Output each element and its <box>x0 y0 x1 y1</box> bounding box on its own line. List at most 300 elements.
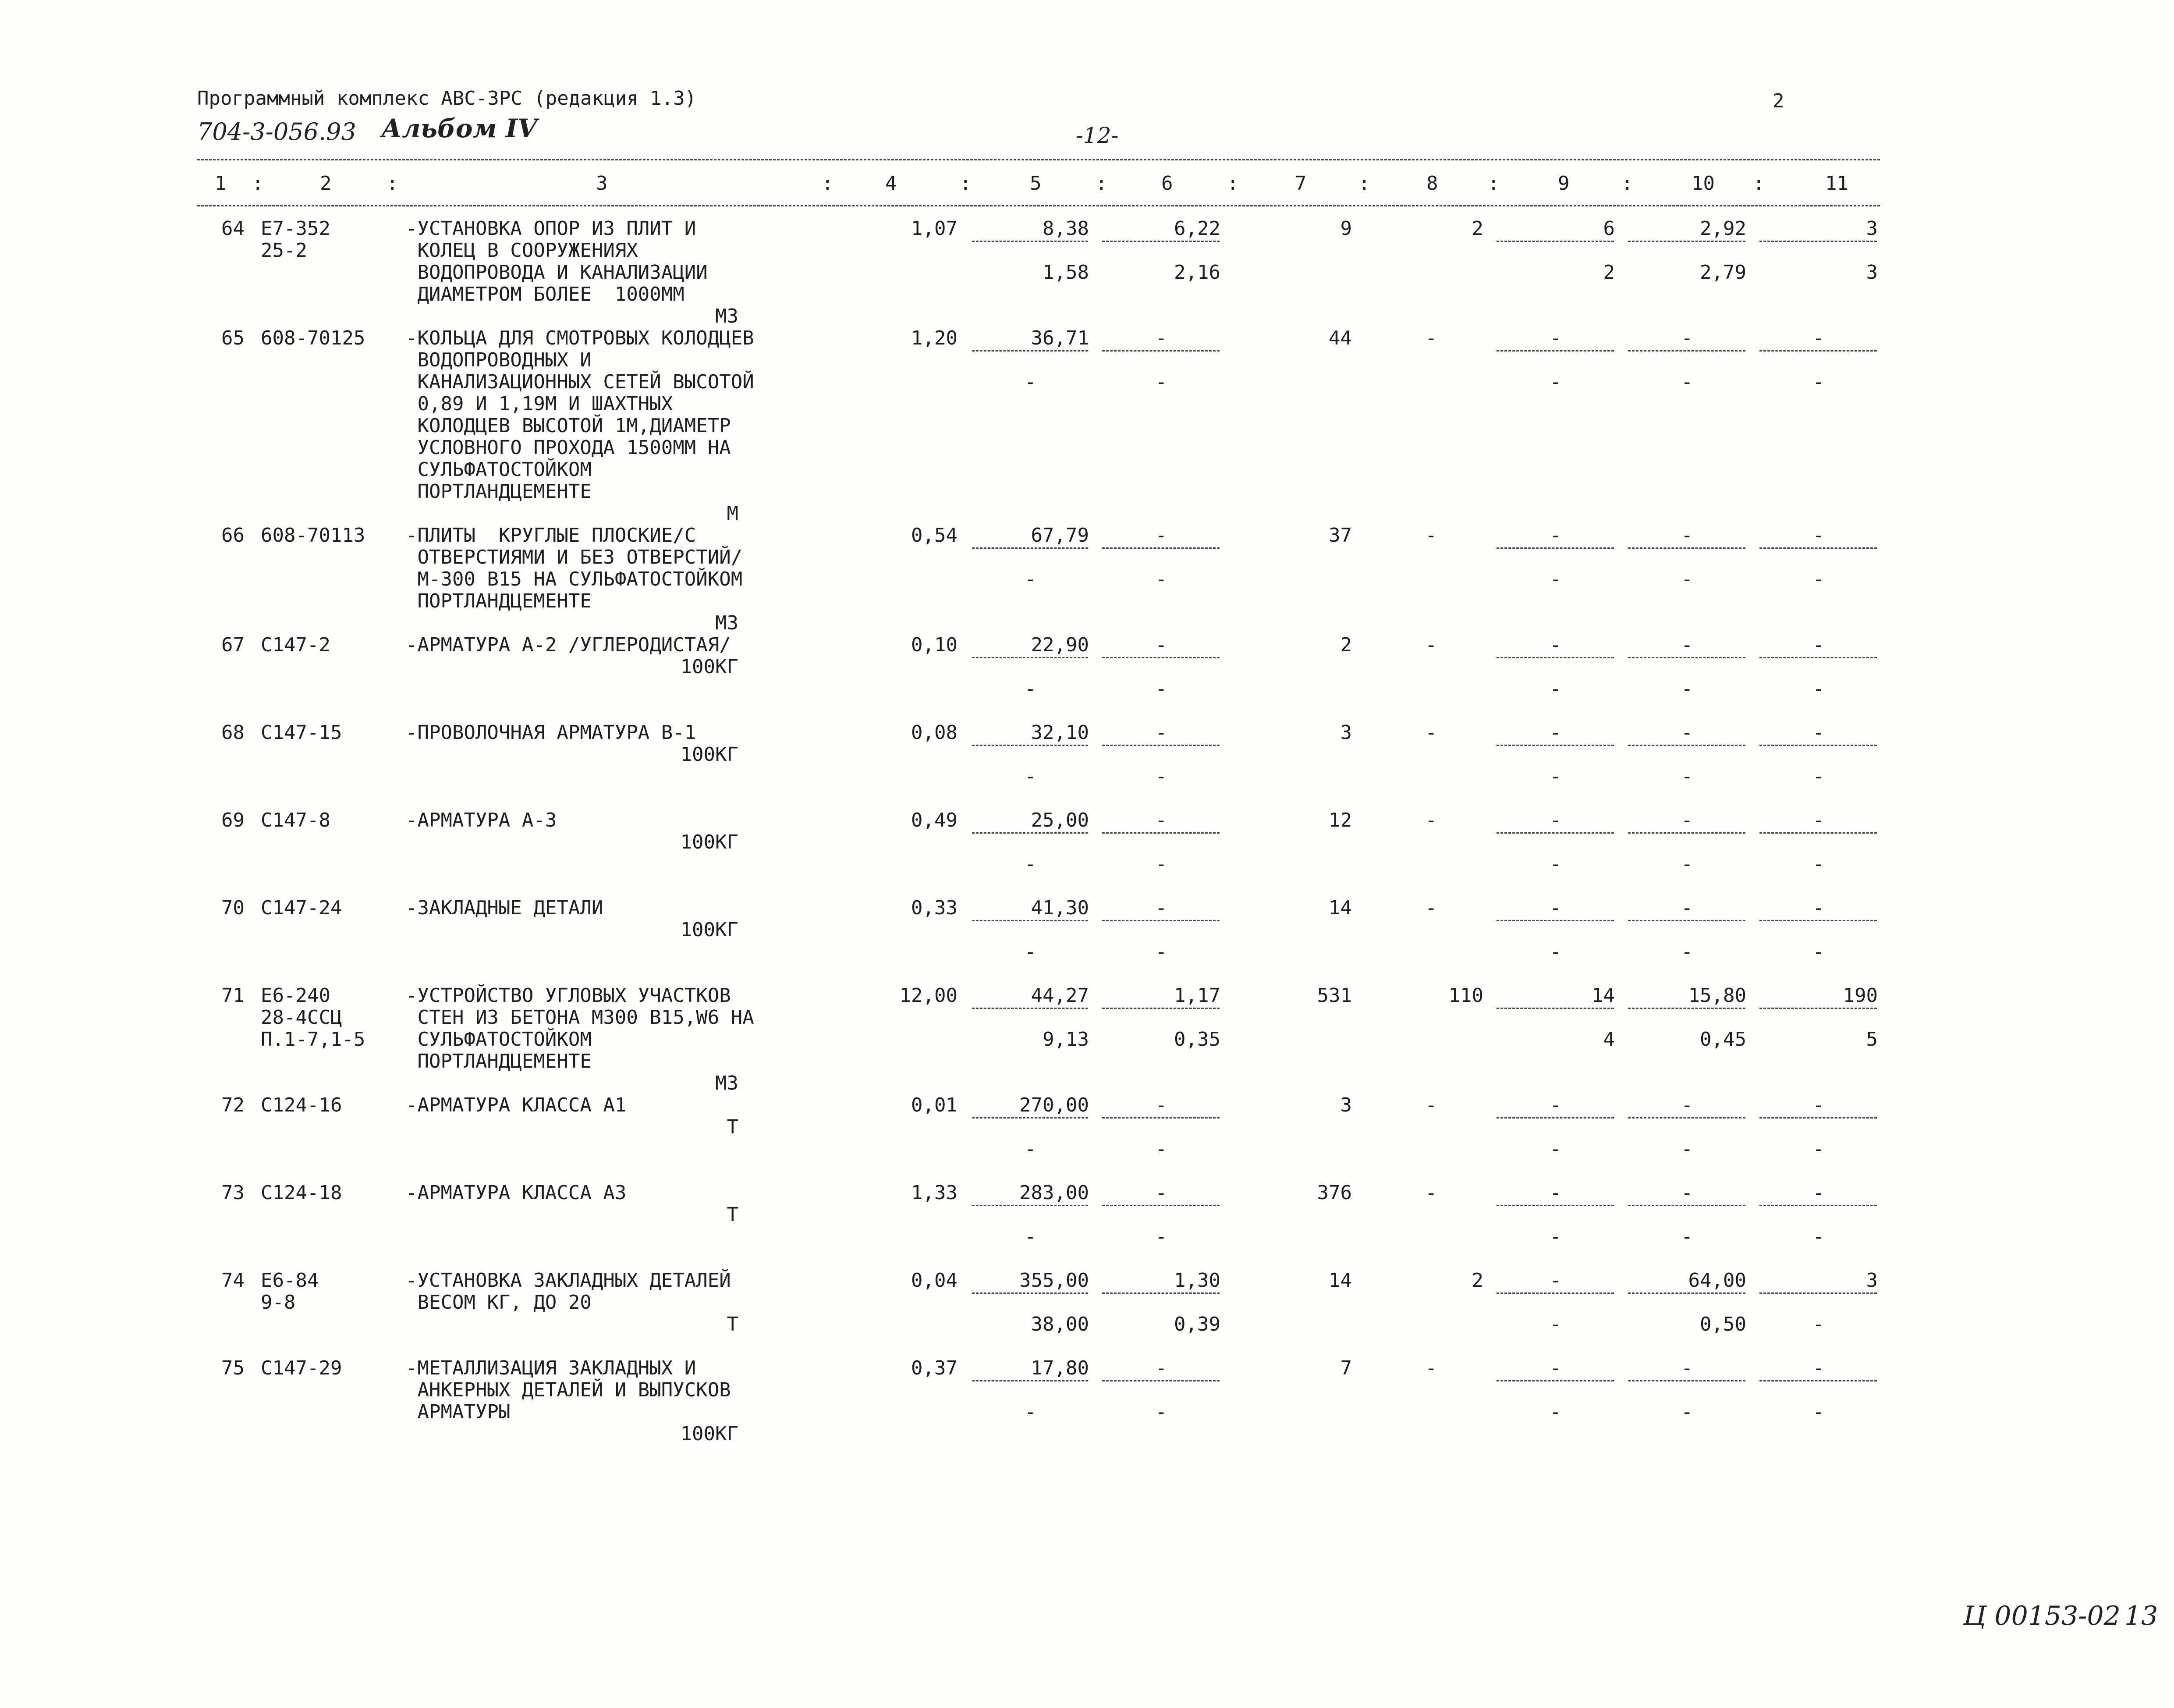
value-col-4: 1,07 <box>911 217 958 240</box>
resource-code: С124-18 <box>261 1182 342 1204</box>
row-number: 64 <box>221 217 245 240</box>
value-col-4: 12,00 <box>899 984 958 1007</box>
value-col-11: 190 <box>1843 984 1878 1007</box>
column-separator: : <box>1096 172 1107 195</box>
item-description: СТЕН ИЗ БЕТОНА М300 В15,W6 НА <box>406 1006 754 1029</box>
resource-code: С147-8 <box>261 809 330 831</box>
value-col-10: - <box>1681 634 1693 656</box>
unit-of-measure: 100КГ <box>680 1423 738 1445</box>
resource-code: 28-4ССЦ <box>261 1006 342 1029</box>
item-description: ПОРТЛАНДЦЕМЕНТЕ <box>406 480 592 503</box>
item-description: -МЕТАЛЛИЗАЦИЯ ЗАКЛАДНЫХ И <box>406 1357 696 1379</box>
cell-divider <box>1628 1293 1745 1294</box>
cell-divider <box>1628 920 1745 921</box>
column-header-9: 9 <box>1558 172 1570 195</box>
cell-divider <box>1497 832 1614 834</box>
resource-code: Е6-240 <box>261 984 330 1007</box>
item-description: КОЛОДЦЕВ ВЫСОТОЙ 1М,ДИАМЕТР <box>406 415 731 437</box>
item-description: -УСТРОЙСТВО УГЛОВЫХ УЧАСТКОВ <box>406 984 731 1007</box>
value-col-9: - <box>1550 1269 1561 1292</box>
row-number: 70 <box>221 897 245 919</box>
cell-divider <box>1102 745 1220 746</box>
value-col-6-sub: - <box>1155 1225 1167 1248</box>
item-description: 0,89 И 1,19М И ШАХТНЫХ <box>406 393 673 415</box>
value-col-9: - <box>1550 1182 1561 1204</box>
value-col-9-sub: - <box>1550 1313 1561 1335</box>
cell-divider <box>972 1380 1088 1381</box>
item-description: АНКЕРНЫХ ДЕТАЛЕЙ И ВЫПУСКОВ <box>406 1379 731 1401</box>
value-col-6: 1,17 <box>1174 984 1220 1007</box>
value-col-9-sub: - <box>1550 1138 1561 1160</box>
item-description: -УСТАНОВКА ОПОР ИЗ ПЛИТ И <box>406 217 696 240</box>
row-number: 74 <box>221 1269 245 1292</box>
value-col-6: - <box>1155 721 1167 744</box>
cell-divider <box>1759 1008 1877 1009</box>
resource-code: П.1-7,1-5 <box>261 1028 365 1051</box>
unit-of-measure: М <box>727 502 738 525</box>
column-separator: : <box>822 172 833 195</box>
value-col-10: 15,80 <box>1688 984 1746 1007</box>
cell-divider <box>972 350 1088 352</box>
cell-divider <box>972 1205 1088 1206</box>
item-description: -УСТАНОВКА ЗАКЛАДНЫХ ДЕТАЛЕЙ <box>406 1269 731 1292</box>
cell-divider <box>1759 832 1877 834</box>
value-col-5-sub: - <box>1025 678 1036 700</box>
value-col-5: 32,10 <box>1031 721 1089 744</box>
cell-divider <box>1759 1293 1877 1294</box>
value-col-7: 376 <box>1317 1182 1352 1204</box>
cell-divider <box>1759 1117 1877 1119</box>
column-header-7: 7 <box>1295 172 1307 195</box>
cell-divider <box>1759 350 1877 352</box>
value-col-9-sub: 2 <box>1603 261 1615 284</box>
value-col-11: - <box>1812 524 1824 547</box>
item-description: СУЛЬФАТОСТОЙКОМ <box>406 1028 592 1051</box>
item-description: КАНАЛИЗАЦИОННЫХ СЕТЕЙ ВЫСОТОЙ <box>406 371 754 393</box>
value-col-11-sub: - <box>1812 568 1824 590</box>
value-col-9-sub: - <box>1550 765 1561 788</box>
value-col-5-sub: - <box>1025 1138 1036 1160</box>
value-col-10-sub: - <box>1681 853 1693 875</box>
column-separator: : <box>1227 172 1239 195</box>
header-rule-bottom <box>197 205 1880 206</box>
column-header-5: 5 <box>1030 172 1042 195</box>
item-description: СУЛЬФАТОСТОЙКОМ <box>406 458 592 481</box>
value-col-5-sub: - <box>1025 371 1036 393</box>
cell-divider <box>1102 832 1220 834</box>
item-description: ПОРТЛАНДЦЕМЕНТЕ <box>406 590 592 612</box>
value-col-4: 1,20 <box>911 327 958 349</box>
value-col-7: 531 <box>1317 984 1352 1007</box>
item-description: ОТВЕРСТИЯМИ И БЕЗ ОТВЕРСТИЙ/ <box>406 546 743 568</box>
cell-divider <box>1628 1205 1745 1206</box>
unit-of-measure: 100КГ <box>680 919 738 941</box>
value-col-5-sub: 9,13 <box>1043 1028 1089 1051</box>
value-col-9-sub: - <box>1550 678 1561 700</box>
unit-of-measure: Т <box>727 1204 738 1226</box>
cell-divider <box>1497 241 1614 242</box>
cell-divider <box>1102 350 1220 352</box>
value-col-6-sub: - <box>1155 568 1167 590</box>
cell-divider <box>1497 1008 1614 1009</box>
value-col-10-sub: - <box>1681 1138 1693 1160</box>
unit-of-measure: 100КГ <box>680 656 738 678</box>
cell-divider <box>1759 547 1877 549</box>
resource-code: Е7-352 <box>261 217 330 240</box>
page-number: -12- <box>1076 123 1119 148</box>
value-col-7: 2 <box>1340 634 1352 656</box>
cell-divider <box>1628 1008 1745 1009</box>
column-separator: : <box>1753 172 1765 195</box>
unit-of-measure: 100КГ <box>680 743 738 766</box>
cell-divider <box>1628 657 1745 658</box>
value-col-11: 3 <box>1866 217 1878 240</box>
cell-divider <box>972 1293 1088 1294</box>
value-col-6-sub: - <box>1155 853 1167 875</box>
cell-divider <box>1102 241 1220 242</box>
cell-divider <box>972 832 1088 834</box>
resource-code: 608-70125 <box>261 327 365 349</box>
cell-divider <box>1102 657 1220 658</box>
cell-divider <box>1497 350 1614 352</box>
value-col-9: - <box>1550 721 1561 744</box>
value-col-10-sub: 0,50 <box>1700 1313 1746 1335</box>
column-header-2: 2 <box>320 172 332 195</box>
value-col-11-sub: - <box>1812 1401 1824 1423</box>
album-label: Альбом IV <box>381 114 537 143</box>
value-col-11: - <box>1812 721 1824 744</box>
item-description: КОЛЕЦ В СООРУЖЕНИЯХ <box>406 239 638 262</box>
value-col-11: - <box>1812 809 1824 831</box>
value-col-5-sub: - <box>1025 1401 1036 1423</box>
value-col-11-sub: - <box>1812 678 1824 700</box>
value-col-7: 12 <box>1329 809 1352 831</box>
value-col-6: - <box>1155 524 1167 547</box>
value-col-10-sub: - <box>1681 765 1693 788</box>
value-col-4: 0,49 <box>911 809 958 831</box>
value-col-5-sub: 1,58 <box>1043 261 1089 284</box>
value-col-7: 14 <box>1329 1269 1352 1292</box>
value-col-5: 355,00 <box>1019 1269 1089 1292</box>
column-separator: : <box>1358 172 1370 195</box>
value-col-10-sub: - <box>1681 371 1693 393</box>
value-col-10: - <box>1681 1182 1693 1204</box>
value-col-6-sub: - <box>1155 1138 1167 1160</box>
value-col-9: 6 <box>1603 217 1615 240</box>
cell-divider <box>972 920 1088 921</box>
value-col-11: - <box>1812 897 1824 919</box>
value-col-5: 8,38 <box>1043 217 1089 240</box>
value-col-11: - <box>1812 1182 1824 1204</box>
project-code: 704-3-056.93 <box>197 118 356 146</box>
row-number: 69 <box>221 809 245 831</box>
value-col-10-sub: 0,45 <box>1700 1028 1746 1051</box>
cell-divider <box>1497 745 1614 746</box>
value-col-7: 37 <box>1329 524 1352 547</box>
resource-code: 25-2 <box>261 239 307 262</box>
value-col-5-sub: - <box>1025 853 1036 875</box>
column-header-1: 1 <box>215 172 227 195</box>
value-col-5-sub: - <box>1025 568 1036 590</box>
value-col-6-sub: 2,16 <box>1174 261 1220 284</box>
value-col-4: 1,33 <box>911 1182 958 1204</box>
value-col-4: 0,08 <box>911 721 958 744</box>
resource-code: 608-70113 <box>261 524 365 547</box>
value-col-11: - <box>1812 634 1824 656</box>
cell-divider <box>972 657 1088 658</box>
cell-divider <box>1497 1117 1614 1119</box>
item-description: -АРМАТУРА КЛАССА А3 <box>406 1182 627 1204</box>
value-col-11-sub: - <box>1812 1138 1824 1160</box>
value-col-10: 64,00 <box>1688 1269 1746 1292</box>
value-col-6: - <box>1155 809 1167 831</box>
value-col-11-sub: - <box>1812 765 1824 788</box>
value-col-11: 3 <box>1866 1269 1878 1292</box>
value-col-11: - <box>1812 1357 1824 1379</box>
row-number: 72 <box>221 1094 245 1116</box>
value-col-6-sub: - <box>1155 941 1167 963</box>
value-col-11: - <box>1812 1094 1824 1116</box>
cell-divider <box>1102 1008 1220 1009</box>
value-col-5-sub: - <box>1025 941 1036 963</box>
cell-divider <box>1102 920 1220 921</box>
column-separator: : <box>1621 172 1633 195</box>
value-col-8: - <box>1425 634 1437 656</box>
value-col-5: 67,79 <box>1031 524 1089 547</box>
value-col-6-sub: 0,39 <box>1174 1313 1220 1335</box>
header-rule-top <box>197 159 1880 160</box>
sheet-number: 13 <box>2124 1601 2158 1631</box>
value-col-5: 25,00 <box>1031 809 1089 831</box>
cell-divider <box>1759 745 1877 746</box>
value-col-6: - <box>1155 897 1167 919</box>
value-col-6-sub: - <box>1155 678 1167 700</box>
value-col-4: 0,37 <box>911 1357 958 1379</box>
item-description: -ПРОВОЛОЧНАЯ АРМАТУРА В-1 <box>406 721 696 744</box>
unit-of-measure: 100КГ <box>680 831 738 853</box>
value-col-5: 283,00 <box>1019 1182 1089 1204</box>
item-description: ПОРТЛАНДЦЕМЕНТЕ <box>406 1050 592 1072</box>
item-description: М-300 В15 НА СУЛЬФАТОСТОЙКОМ <box>406 568 743 590</box>
item-description: ВОДОПРОВОДА И КАНАЛИЗАЦИИ <box>406 261 708 284</box>
value-col-8: - <box>1425 1094 1437 1116</box>
cell-divider <box>1497 1380 1614 1381</box>
cell-divider <box>1628 745 1745 746</box>
item-description: -АРМАТУРА А-2 /УГЛЕРОДИСТАЯ/ <box>406 634 731 656</box>
resource-code: С147-29 <box>261 1357 342 1379</box>
cell-divider <box>1759 241 1877 242</box>
value-col-10: - <box>1681 1094 1693 1116</box>
value-col-4: 0,10 <box>911 634 958 656</box>
item-description: -АРМАТУРА А-3 <box>406 809 557 831</box>
value-col-5-sub: - <box>1025 1225 1036 1248</box>
page-corner-number: 2 <box>1773 90 1784 112</box>
value-col-10: - <box>1681 1357 1693 1379</box>
cell-divider <box>1628 1117 1745 1119</box>
value-col-6: - <box>1155 1182 1167 1204</box>
cell-divider <box>972 1117 1088 1119</box>
value-col-9-sub: - <box>1550 568 1561 590</box>
value-col-10: - <box>1681 897 1693 919</box>
value-col-10-sub: 2,79 <box>1700 261 1746 284</box>
value-col-8: - <box>1425 721 1437 744</box>
column-separator: : <box>960 172 972 195</box>
value-col-11-sub: - <box>1812 1313 1824 1335</box>
value-col-9: - <box>1550 524 1561 547</box>
cell-divider <box>1102 1293 1220 1294</box>
value-col-6: 6,22 <box>1174 217 1220 240</box>
value-col-5: 41,30 <box>1031 897 1089 919</box>
value-col-11-sub: 3 <box>1866 261 1878 284</box>
cell-divider <box>1628 832 1745 834</box>
column-header-8: 8 <box>1426 172 1438 195</box>
row-number: 68 <box>221 721 245 744</box>
value-col-10-sub: - <box>1681 678 1693 700</box>
value-col-9-sub: - <box>1550 941 1561 963</box>
value-col-8: - <box>1425 1182 1437 1204</box>
value-col-6-sub: - <box>1155 1401 1167 1423</box>
unit-of-measure: М3 <box>715 305 738 327</box>
resource-code: С147-2 <box>261 634 330 656</box>
value-col-9-sub: - <box>1550 1225 1561 1248</box>
cell-divider <box>1628 350 1745 352</box>
value-col-10: - <box>1681 809 1693 831</box>
value-col-9: - <box>1550 634 1561 656</box>
value-col-9-sub: - <box>1550 371 1561 393</box>
column-header-4: 4 <box>885 172 897 195</box>
value-col-6-sub: 0,35 <box>1174 1028 1220 1051</box>
value-col-6-sub: - <box>1155 765 1167 788</box>
row-number: 66 <box>221 524 245 547</box>
column-separator: : <box>387 172 398 195</box>
value-col-9: - <box>1550 897 1561 919</box>
cell-divider <box>1102 1205 1220 1206</box>
cell-divider <box>1497 920 1614 921</box>
value-col-9-sub: 4 <box>1603 1028 1615 1051</box>
value-col-6-sub: - <box>1155 371 1167 393</box>
value-col-7: 44 <box>1329 327 1352 349</box>
value-col-11-sub: 5 <box>1866 1028 1878 1051</box>
value-col-6: - <box>1155 1357 1167 1379</box>
cell-divider <box>1102 547 1220 549</box>
value-col-8: - <box>1425 897 1437 919</box>
item-description: УСЛОВНОГО ПРОХОДА 1500ММ НА <box>406 437 731 459</box>
value-col-9: - <box>1550 327 1561 349</box>
item-description: -АРМАТУРА КЛАССА А1 <box>406 1094 627 1116</box>
resource-code: С147-24 <box>261 897 342 919</box>
row-number: 73 <box>221 1182 245 1204</box>
value-col-6: 1,30 <box>1174 1269 1220 1292</box>
resource-code: С147-15 <box>261 721 342 744</box>
row-number: 65 <box>221 327 245 349</box>
cell-divider <box>1497 657 1614 658</box>
value-col-8: - <box>1425 524 1437 547</box>
value-col-11: - <box>1812 327 1824 349</box>
cell-divider <box>1497 1293 1614 1294</box>
value-col-5: 22,90 <box>1031 634 1089 656</box>
column-header-11: 11 <box>1825 172 1848 195</box>
cell-divider <box>1102 1117 1220 1119</box>
cell-divider <box>1497 547 1614 549</box>
cell-divider <box>1759 920 1877 921</box>
value-col-8: 2 <box>1472 1269 1483 1292</box>
value-col-5: 270,00 <box>1019 1094 1089 1116</box>
value-col-5-sub: - <box>1025 765 1036 788</box>
value-col-11-sub: - <box>1812 1225 1824 1248</box>
item-description: -КОЛЬЦА ДЛЯ СМОТРОВЫХ КОЛОДЦЕВ <box>406 327 754 349</box>
value-col-5: 44,27 <box>1031 984 1089 1007</box>
value-col-9-sub: - <box>1550 1401 1561 1423</box>
value-col-5: 17,80 <box>1031 1357 1089 1379</box>
value-col-9: - <box>1550 809 1561 831</box>
cell-divider <box>972 745 1088 746</box>
row-number: 75 <box>221 1357 245 1379</box>
item-description: ВОДОПРОВОДНЫХ И <box>406 349 592 371</box>
value-col-11-sub: - <box>1812 941 1824 963</box>
item-description: ДИАМЕТРОМ БОЛЕЕ 1000ММ <box>406 283 684 305</box>
cell-divider <box>1102 1380 1220 1381</box>
value-col-9: - <box>1550 1094 1561 1116</box>
cell-divider <box>972 241 1088 242</box>
column-separator: : <box>1488 172 1500 195</box>
value-col-7: 7 <box>1340 1357 1352 1379</box>
value-col-7: 3 <box>1340 721 1352 744</box>
value-col-5-sub: 38,00 <box>1031 1313 1089 1335</box>
value-col-5: 36,71 <box>1031 327 1089 349</box>
cell-divider <box>1759 1205 1877 1206</box>
resource-code: Е6-84 <box>261 1269 319 1292</box>
value-col-8: - <box>1425 809 1437 831</box>
cell-divider <box>1759 1380 1877 1381</box>
value-col-8: - <box>1425 327 1437 349</box>
value-col-11-sub: - <box>1812 853 1824 875</box>
value-col-7: 14 <box>1329 897 1352 919</box>
unit-of-measure: М3 <box>715 1072 738 1094</box>
value-col-7: 9 <box>1340 217 1352 240</box>
value-col-8: 110 <box>1448 984 1483 1007</box>
cell-divider <box>1628 1380 1745 1381</box>
value-col-8: - <box>1425 1357 1437 1379</box>
value-col-6: - <box>1155 327 1167 349</box>
value-col-4: 0,54 <box>911 524 958 547</box>
value-col-4: 0,01 <box>911 1094 958 1116</box>
value-col-10-sub: - <box>1681 941 1693 963</box>
value-col-9: - <box>1550 1357 1561 1379</box>
value-col-8: 2 <box>1472 217 1483 240</box>
program-title: Программный комплекс АВС-ЗРС (редакция 1.3) <box>197 87 697 110</box>
cell-divider <box>1628 547 1745 549</box>
item-description: АРМАТУРЫ <box>406 1401 511 1423</box>
cell-divider <box>1628 241 1745 242</box>
value-col-10: - <box>1681 327 1693 349</box>
item-description: ВЕСОМ КГ, ДО 20 <box>406 1291 592 1314</box>
unit-of-measure: Т <box>727 1116 738 1138</box>
unit-of-measure: М3 <box>715 612 738 634</box>
unit-of-measure: Т <box>727 1313 738 1335</box>
value-col-10: - <box>1681 524 1693 547</box>
column-header-10: 10 <box>1692 172 1715 195</box>
value-col-10-sub: - <box>1681 1401 1693 1423</box>
column-separator: : <box>252 172 264 195</box>
value-col-6: - <box>1155 1094 1167 1116</box>
column-header-3: 3 <box>596 172 608 195</box>
value-col-4: 0,04 <box>911 1269 958 1292</box>
value-col-9-sub: - <box>1550 853 1561 875</box>
value-col-9: 14 <box>1592 984 1615 1007</box>
value-col-10-sub: - <box>1681 1225 1693 1248</box>
item-description: -ПЛИТЫ КРУГЛЫЕ ПЛОСКИЕ/С <box>406 524 696 547</box>
cell-divider <box>972 1008 1088 1009</box>
